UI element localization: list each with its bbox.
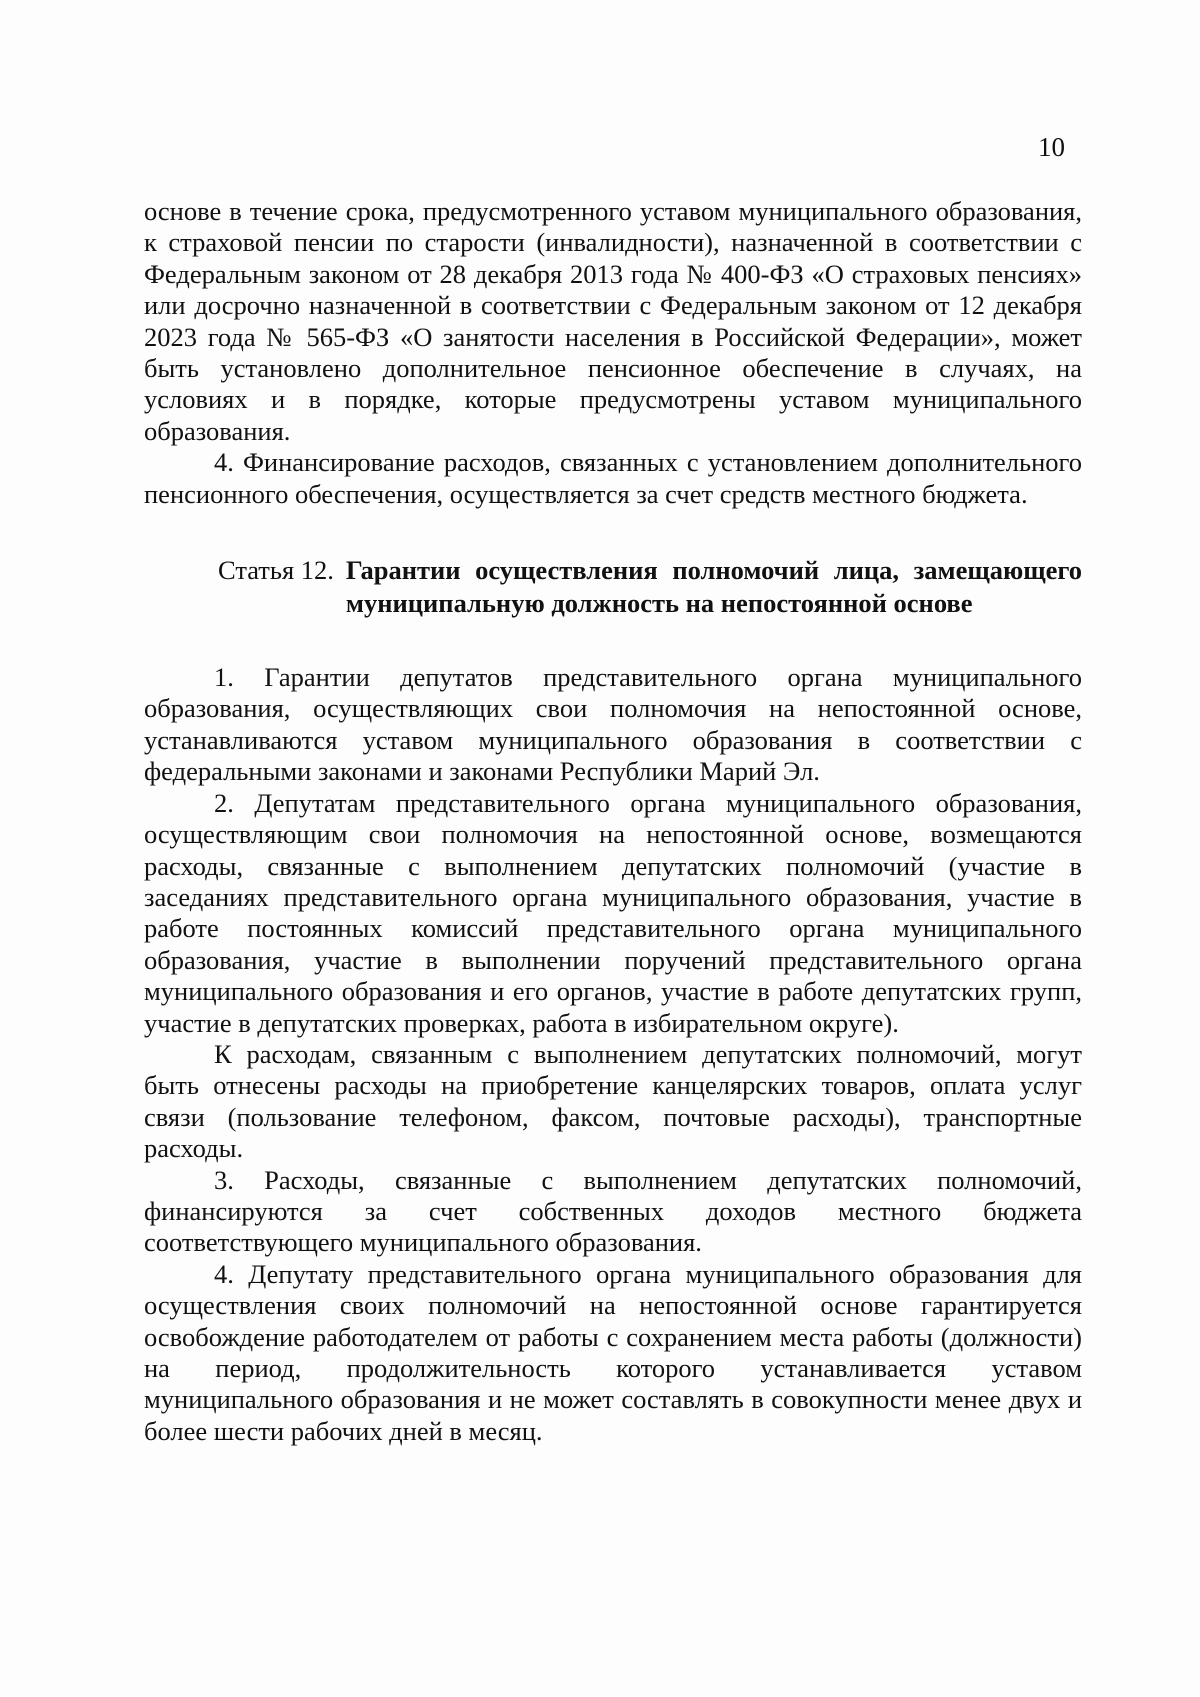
paragraph-continuation: основе в течение срока, предусмотренного уставом муниципального образования, к страховой пенсии по старости (инвалидности), назначенной в соответствии с Федеральным законом от 28 декабря 2013 года № 400-ФЗ «О страховых пенсиях» или досрочно назначенной в соответствии с Федеральным законом от 12 декабря 2023 года № 565-ФЗ «О занятости населения в Российской Федерации», может быть установлено дополнительное пенсионное обеспечение в случаях, на условиях и в порядке, которые предусмотрены уставом муниципального образования. [144,196,1082,446]
article-number: Статья 12. [218,555,334,586]
page-number: 10 [1038,132,1065,162]
paragraph-item-2: 2. Депутатам представительного органа муниципального образования, осуществляющим свои полномочия на непостоянной основе, возмещаются расходы, связанные с выполнением депутатских полномочий (участие в заседаниях представительного органа муниципального образования, участие в работе постоянных комиссий представительного органа муниципального образования, участие в выполнении поручений представительного органа муниципального образования и его органов, участие в работе депутатских групп, участие в депутатских проверках, работа в избирательном округе). [144,787,1082,1038]
document-body [144,196,1082,1447]
article-title: Гарантии осуществления полномочий лица, замещающего муниципальную должность на непостоянной основе [345,555,1082,619]
article-heading [144,554,1082,620]
paragraph-item-4-financing: 4. Финансирование расходов, связанных с установлением дополнительного пенсионного обеспечения, осуществляется за счет средств местного бюджета. [144,447,1082,509]
paragraph-item-1: 1. Гарантии депутатов представительного органа муниципального образования, осуществляющих свои полномочия на непостоянной основе, устанавливаются уставом муниципального образования в соответствии с федеральными законами и законами Республики Марий Эл. [144,662,1082,787]
paragraph-item-3: 3. Расходы, связанные с выполнением депутатских полномочий, финансируются за счет собственных доходов местного бюджета соответствующего муниципального образования. [144,1164,1082,1258]
paragraph-expenses: К расходам, связанным с выполнением депутатских полномочий, могут быть отнесены расходы на приобретение канцелярских товаров, оплата услуг связи (пользование телефоном, факсом, почтовые расходы), транспортные расходы. [144,1038,1082,1164]
paragraph-item-4: 4. Депутату представительного органа муниципального образования для осуществления своих полномочий на непостоянной основе гарантируется освобождение работодателем от работы с сохранением места работы (должности) на период, продолжительность которого устанавливается уставом муниципального образования и не может составлять в совокупности менее двух и более шести рабочих дней в месяц. [144,1258,1082,1446]
